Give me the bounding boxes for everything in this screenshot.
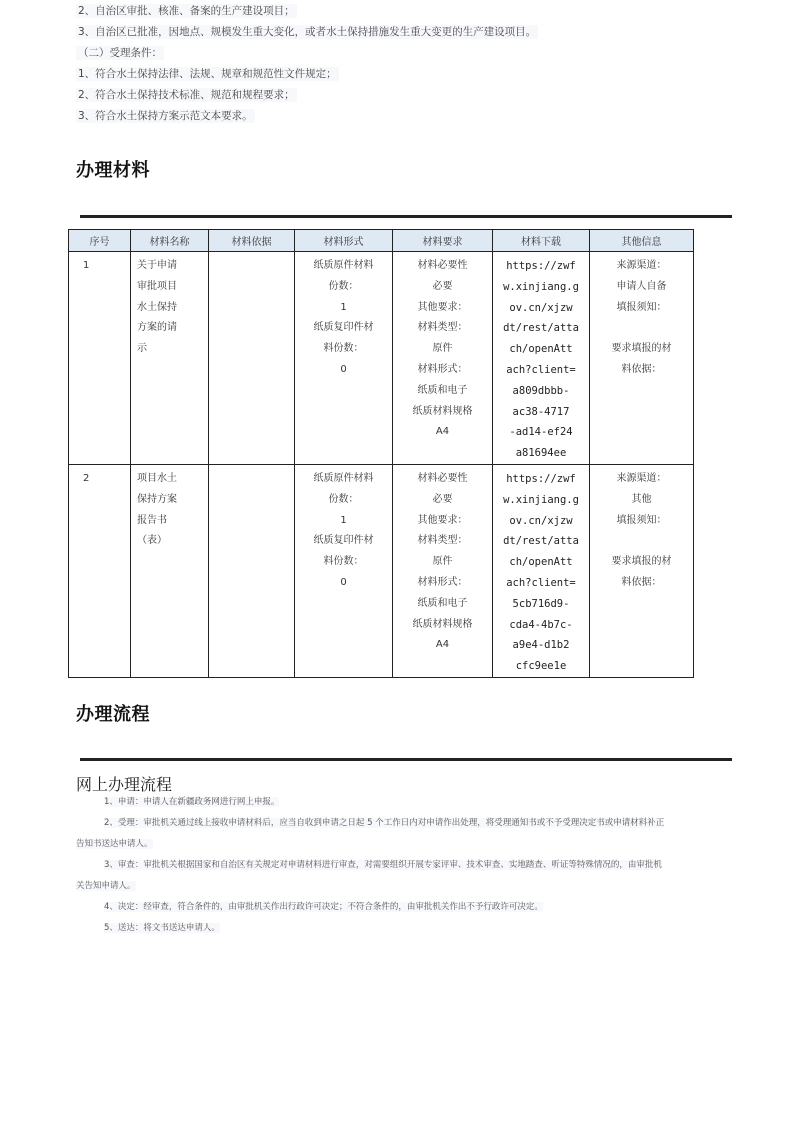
process-step-line bbox=[76, 834, 696, 855]
cell-line: 料依据： bbox=[621, 363, 662, 375]
process-step-line bbox=[76, 876, 696, 897]
cell-line: a809dbbb- bbox=[512, 384, 570, 397]
process-step-line bbox=[76, 792, 696, 813]
cell-line: ach?client= bbox=[506, 363, 576, 376]
cell-line: 料份数： bbox=[323, 556, 364, 568]
cell-line: 填报须知： bbox=[616, 301, 667, 313]
cell-line: dt/rest/atta bbox=[503, 322, 579, 335]
cell-line: 纸质复印件材 bbox=[313, 322, 374, 334]
cell-line: 原件 bbox=[432, 343, 453, 355]
cell-line: 示 bbox=[137, 343, 147, 355]
process-step-text: 1、申请：申请人在新疆政务网进行网上申报。 bbox=[104, 797, 280, 807]
cell-line: 纸质和电子 bbox=[417, 597, 468, 609]
process-step-line bbox=[76, 855, 696, 876]
header-other: 其他信息 bbox=[590, 230, 694, 252]
header-requirement: 材料要求 bbox=[393, 230, 493, 252]
cell-line: ach?client= bbox=[506, 576, 576, 589]
cell-line: 必要 bbox=[432, 280, 453, 292]
cell-requirement bbox=[393, 464, 493, 677]
cell-basis bbox=[209, 464, 295, 677]
table-header-row bbox=[69, 230, 694, 252]
cell-line: 材料类型： bbox=[417, 322, 468, 334]
acceptance-conditions-heading: （二）受理条件： bbox=[78, 47, 162, 59]
cell-line: 料份数： bbox=[323, 343, 364, 355]
condition-line: 3、符合水土保持方案示范文本要求。 bbox=[78, 110, 253, 122]
cell-line: 1 bbox=[83, 260, 90, 271]
process-step-line bbox=[76, 897, 696, 918]
cell-line: w.xinjiang.g bbox=[503, 280, 579, 293]
cell-line: 料依据： bbox=[621, 576, 662, 588]
cell-line: -ad14-ef24 bbox=[509, 426, 573, 439]
materials-table bbox=[68, 229, 694, 678]
cell-basis bbox=[209, 252, 295, 465]
process-step-line bbox=[76, 918, 696, 939]
cell-line: 原件 bbox=[432, 556, 453, 568]
cell-line: 1 bbox=[340, 301, 347, 313]
table-row bbox=[69, 464, 694, 677]
cell-line: ac38-4717 bbox=[512, 405, 570, 418]
cell-line: 要求填报的材 bbox=[611, 556, 672, 568]
cell-line: ov.cn/xjzw bbox=[509, 514, 573, 527]
table-row bbox=[69, 252, 694, 465]
cell-line: 审批项目 bbox=[137, 280, 177, 292]
cell-line: 材料形式： bbox=[417, 576, 468, 588]
cell-line: 其他 bbox=[631, 493, 652, 505]
header-form: 材料形式 bbox=[295, 230, 393, 252]
cell-line bbox=[209, 256, 294, 277]
condition-line: 2、符合水土保持技术标准、规范和规程要求； bbox=[78, 89, 295, 101]
cell-line bbox=[590, 318, 693, 339]
section-divider bbox=[80, 215, 732, 218]
online-process-title: 网上办理流程 bbox=[76, 775, 173, 794]
process-step-text: 告知书送达申请人。 bbox=[76, 839, 153, 849]
cell-line: 水土保持 bbox=[137, 301, 177, 313]
cell-line: ov.cn/xjzw bbox=[509, 301, 573, 314]
header-seq: 序号 bbox=[69, 230, 131, 252]
cell-line: 填报须知： bbox=[616, 514, 667, 526]
section-divider bbox=[80, 758, 732, 761]
cell-line: ch/openAtt bbox=[509, 343, 573, 356]
cell-line: 申请人自备 bbox=[616, 280, 667, 292]
materials-section-title: 办理材料 bbox=[76, 160, 150, 181]
process-step-text: 2、受理：审批机关通过线上接收申请材料后，应当自收到申请之日起 5 个工作日内对申请作出处理，将受理通知书或不予受理决定书或申请材料补正 bbox=[104, 818, 665, 828]
cell-form bbox=[295, 252, 393, 465]
cell-line: 纸质和电子 bbox=[417, 384, 468, 396]
cell-line: w.xinjiang.g bbox=[503, 493, 579, 506]
cell-name bbox=[131, 464, 209, 677]
cell-seq bbox=[69, 252, 131, 465]
condition-line: 1、符合水土保持法律、法规、规章和规范性文件规定； bbox=[78, 68, 337, 80]
cell-line: ch/openAtt bbox=[509, 556, 573, 569]
cell-line: 份数： bbox=[328, 493, 359, 505]
cell-line: 来源渠道： bbox=[616, 472, 667, 484]
cell-line: 纸质材料规格 bbox=[412, 405, 473, 417]
cell-line: 0 bbox=[340, 576, 347, 588]
cell-line: 项目水土 bbox=[137, 472, 177, 484]
cell-download-link[interactable] bbox=[493, 464, 590, 677]
cell-line: 其他要求： bbox=[417, 301, 468, 313]
condition-line: 3、自治区已批准，因地点、规模发生重大变化，或者水土保持措施发生重大变更的生产建设项目。 bbox=[78, 26, 537, 38]
cell-line: 份数： bbox=[328, 280, 359, 292]
cell-other bbox=[590, 464, 694, 677]
process-section-title: 办理流程 bbox=[76, 704, 150, 725]
process-step-text: 4、决定：经审查，符合条件的，由审批机关作出行政许可决定；不符合条件的，由审批机关作出不予行政许可决定。 bbox=[104, 902, 543, 912]
cell-name bbox=[131, 252, 209, 465]
cell-line: a9e4-d1b2 bbox=[512, 639, 570, 652]
header-name: 材料名称 bbox=[131, 230, 209, 252]
cell-line: cfc9ee1e bbox=[515, 660, 567, 673]
cell-line: 保持方案 bbox=[137, 493, 177, 505]
process-step-line bbox=[76, 813, 696, 834]
cell-line: 0 bbox=[340, 363, 347, 375]
cell-line: 要求填报的材 bbox=[611, 343, 672, 355]
process-step-text: 5、送达：将文书送达申请人。 bbox=[104, 923, 220, 933]
cell-line: 报告书 bbox=[137, 514, 167, 526]
cell-line: 纸质原件材料 bbox=[313, 260, 374, 271]
header-basis: 材料依据 bbox=[209, 230, 295, 252]
cell-line: a81694ee bbox=[515, 447, 567, 460]
cell-line: 必要 bbox=[432, 493, 453, 505]
cell-line: 纸质材料规格 bbox=[412, 618, 473, 630]
cell-line: cda4-4b7c- bbox=[509, 618, 573, 631]
cell-download-link[interactable] bbox=[493, 252, 590, 465]
cell-line: 方案的请 bbox=[137, 322, 177, 334]
cell-line: 纸质原件材料 bbox=[313, 472, 374, 484]
cell-line: https://zwf bbox=[506, 260, 576, 272]
cell-line: A4 bbox=[435, 426, 450, 438]
process-steps bbox=[76, 792, 696, 939]
condition-line: 2、自治区审批、核准、备案的生产建设项目； bbox=[78, 5, 295, 17]
cell-line: 材料类型： bbox=[417, 535, 468, 547]
cell-line: 5cb716d9- bbox=[512, 597, 570, 610]
cell-line: 材料必要性 bbox=[417, 260, 468, 271]
cell-line: 其他要求： bbox=[417, 514, 468, 526]
cell-line: 来源渠道： bbox=[616, 260, 667, 271]
process-step-text: 关告知申请人。 bbox=[76, 881, 136, 891]
header-download: 材料下载 bbox=[493, 230, 590, 252]
cell-line: 材料必要性 bbox=[417, 472, 468, 484]
cell-line: 1 bbox=[340, 514, 347, 526]
cell-form bbox=[295, 464, 393, 677]
cell-other bbox=[590, 252, 694, 465]
cell-seq bbox=[69, 464, 131, 677]
cell-requirement bbox=[393, 252, 493, 465]
cell-line: dt/rest/atta bbox=[503, 535, 579, 548]
cell-line: （表） bbox=[137, 535, 167, 547]
cell-line bbox=[209, 469, 294, 490]
cell-line bbox=[590, 531, 693, 552]
process-step-text: 3、审查：审批机关根据国家和自治区有关规定对申请材料进行审查，对需要组织开展专家评审、技术审查、实地踏查、听证等特殊情况的，由审批机 bbox=[104, 860, 662, 870]
cell-line: https://zwf bbox=[506, 472, 576, 485]
cell-line: 材料形式： bbox=[417, 363, 468, 375]
cell-line: 2 bbox=[83, 472, 90, 484]
cell-line: 关于申请 bbox=[137, 260, 177, 271]
cell-line: A4 bbox=[435, 639, 450, 651]
cell-line: 纸质复印件材 bbox=[313, 535, 374, 547]
